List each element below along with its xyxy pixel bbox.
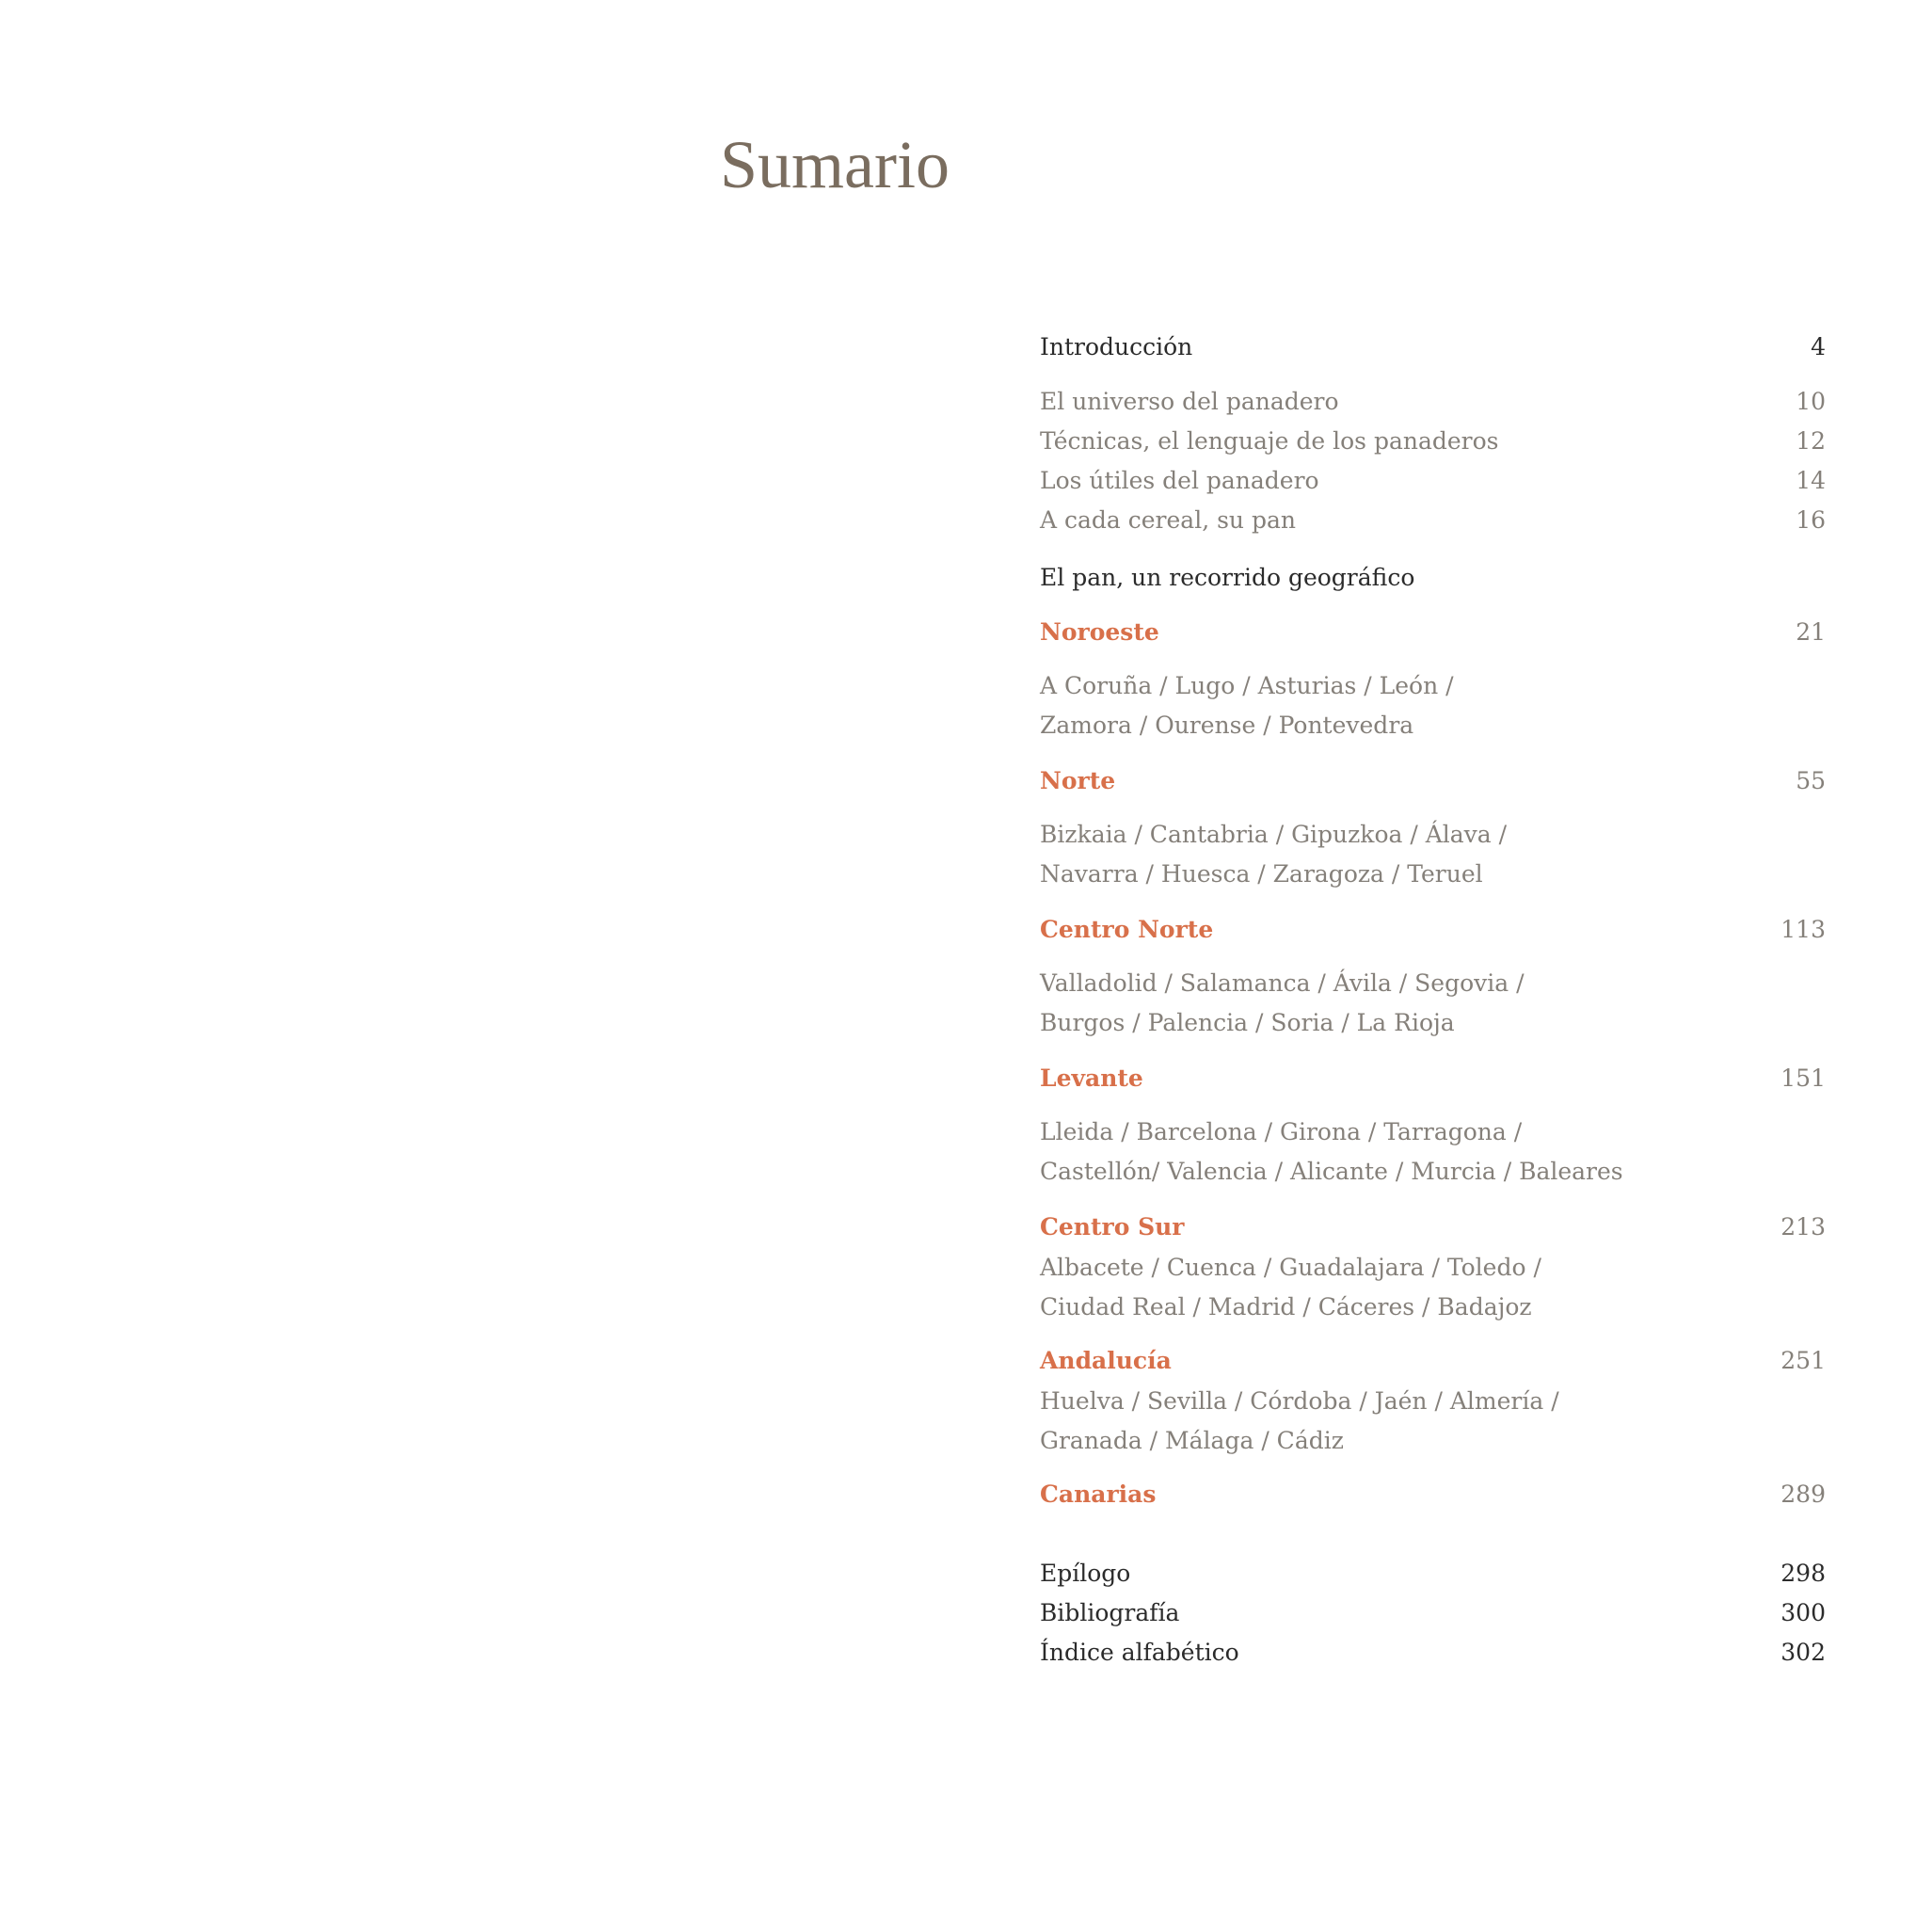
province-line: Valladolid / Salamanca / Ávila / Segovia / bbox=[1040, 969, 1525, 997]
toc-entry-label: Técnicas, el lenguaje de los panaderos bbox=[1040, 427, 1499, 455]
region-provinces-andalucia bbox=[1040, 1382, 1559, 1461]
toc-entry-universo[interactable] bbox=[1040, 383, 1826, 421]
toc-entry-label: Los útiles del panadero bbox=[1040, 467, 1319, 494]
region-name: Noroeste bbox=[1040, 618, 1159, 646]
toc-entry-bibliografia[interactable] bbox=[1040, 1594, 1826, 1632]
region-provinces-noroeste bbox=[1040, 666, 1454, 745]
region-provinces-norte bbox=[1040, 815, 1507, 894]
toc-region-centro-sur[interactable] bbox=[1040, 1209, 1826, 1246]
toc-entry-page: 302 bbox=[1780, 1639, 1826, 1666]
toc-entry-label: Epílogo bbox=[1040, 1560, 1131, 1587]
region-page: 289 bbox=[1780, 1481, 1826, 1508]
toc-entry-indice[interactable] bbox=[1040, 1634, 1826, 1672]
toc-entry-utiles[interactable] bbox=[1040, 462, 1826, 500]
province-line: A Coruña / Lugo / Asturias / León / bbox=[1040, 672, 1454, 699]
toc-entry-label: El universo del panadero bbox=[1040, 388, 1339, 415]
toc-region-norte[interactable] bbox=[1040, 762, 1826, 800]
toc-entry-page: 300 bbox=[1780, 1599, 1826, 1626]
region-name: Andalucía bbox=[1040, 1347, 1172, 1374]
region-name: Centro Sur bbox=[1040, 1213, 1185, 1241]
region-page: 151 bbox=[1780, 1065, 1826, 1092]
province-line: Zamora / Ourense / Pontevedra bbox=[1040, 712, 1414, 739]
toc-entry-epilogo[interactable] bbox=[1040, 1555, 1826, 1593]
toc-region-canarias[interactable] bbox=[1040, 1476, 1826, 1513]
toc-entry-page: 12 bbox=[1796, 427, 1826, 455]
toc-entry-label: A cada cereal, su pan bbox=[1040, 506, 1296, 534]
toc-entry-page: 298 bbox=[1780, 1560, 1826, 1587]
toc-entry-tecnicas[interactable] bbox=[1040, 423, 1826, 460]
province-line: Burgos / Palencia / Soria / La Rioja bbox=[1040, 1009, 1455, 1036]
province-line: Granada / Málaga / Cádiz bbox=[1040, 1427, 1344, 1454]
region-provinces-levante bbox=[1040, 1113, 1623, 1192]
toc-entry-cereal[interactable] bbox=[1040, 502, 1826, 539]
page-title: Sumario bbox=[720, 127, 950, 202]
region-page: 55 bbox=[1796, 767, 1826, 794]
toc-region-noroeste[interactable] bbox=[1040, 614, 1826, 651]
region-provinces-centro-norte bbox=[1040, 964, 1525, 1043]
toc-region-andalucia[interactable] bbox=[1040, 1342, 1826, 1380]
toc-entry-label: Bibliografía bbox=[1040, 1599, 1180, 1626]
province-line: Huelva / Sevilla / Córdoba / Jaén / Almería / bbox=[1040, 1387, 1559, 1415]
toc-entry-label: Introducción bbox=[1040, 333, 1193, 360]
region-page: 113 bbox=[1780, 916, 1826, 943]
toc-entry-introduccion[interactable] bbox=[1040, 328, 1826, 366]
region-page: 251 bbox=[1780, 1347, 1826, 1374]
province-line: Navarra / Huesca / Zaragoza / Teruel bbox=[1040, 860, 1483, 888]
region-provinces-centro-sur bbox=[1040, 1248, 1541, 1327]
toc-entry-page: 14 bbox=[1796, 467, 1826, 494]
toc-entry-page: 16 bbox=[1796, 506, 1826, 534]
toc-section-recorrido[interactable] bbox=[1040, 559, 1826, 597]
toc-entry-page: 4 bbox=[1811, 333, 1826, 360]
province-line: Castellón/ Valencia / Alicante / Murcia / Baleares bbox=[1040, 1158, 1623, 1185]
region-page: 21 bbox=[1796, 618, 1826, 646]
toc-section-label: El pan, un recorrido geográfico bbox=[1040, 564, 1415, 591]
toc-region-levante[interactable] bbox=[1040, 1060, 1826, 1097]
toc-entry-page: 10 bbox=[1796, 388, 1826, 415]
region-name: Norte bbox=[1040, 767, 1116, 794]
region-name: Levante bbox=[1040, 1065, 1143, 1092]
region-name: Centro Norte bbox=[1040, 916, 1214, 943]
province-line: Bizkaia / Cantabria / Gipuzkoa / Álava / bbox=[1040, 821, 1508, 848]
province-line: Lleida / Barcelona / Girona / Tarragona / bbox=[1040, 1118, 1523, 1145]
toc-region-centro-norte[interactable] bbox=[1040, 911, 1826, 949]
toc-entry-label: Índice alfabético bbox=[1040, 1639, 1239, 1666]
region-name: Canarias bbox=[1040, 1481, 1157, 1508]
region-page: 213 bbox=[1780, 1213, 1826, 1241]
province-line: Albacete / Cuenca / Guadalajara / Toledo / bbox=[1040, 1254, 1541, 1281]
province-line: Ciudad Real / Madrid / Cáceres / Badajoz bbox=[1040, 1293, 1532, 1321]
